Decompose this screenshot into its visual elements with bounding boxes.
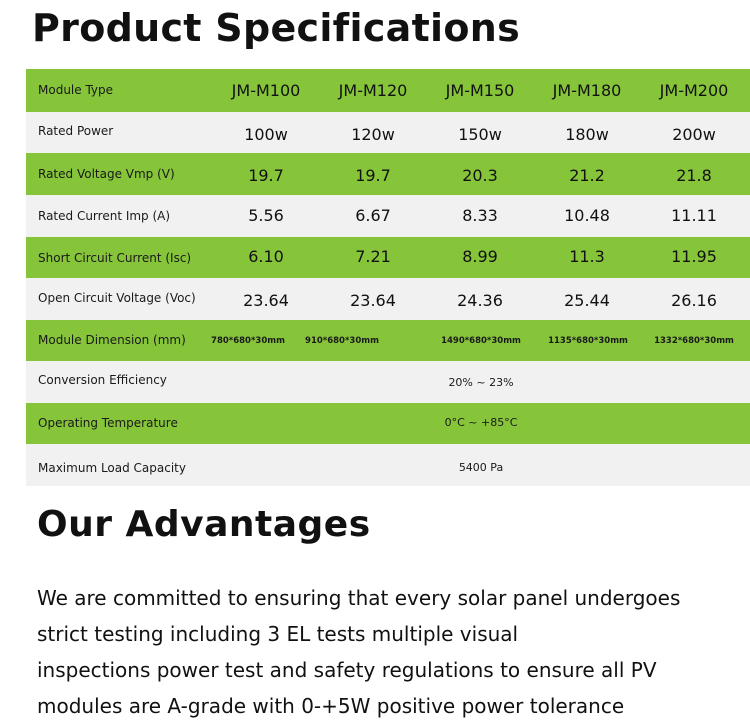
table-cell: 11.11 [671, 206, 717, 225]
table-cell: 11.3 [569, 247, 605, 266]
paragraph-line: We are committed to ensuring that every solar panel undergoes [37, 586, 681, 610]
table-cell: 180w [565, 125, 609, 144]
table-row [26, 278, 750, 320]
page-title: Product Specifications [32, 6, 521, 50]
advantages-paragraph [37, 580, 737, 724]
table-cell: 10.48 [564, 206, 610, 225]
table-cell: 6.67 [355, 206, 391, 225]
table-row [26, 237, 750, 278]
table-row [26, 195, 750, 237]
table-cell: 5.56 [248, 206, 284, 225]
table-cell: 1332*680*30mm [654, 336, 734, 346]
table-cell: 21.8 [676, 166, 712, 185]
row-label: Conversion Efficiency [38, 373, 167, 387]
table-cell: 25.44 [564, 291, 610, 310]
table-cell: 8.99 [462, 247, 498, 266]
table-row [26, 361, 750, 403]
row-label: Rated Power [38, 124, 114, 138]
header-label: Module Type [38, 83, 114, 97]
table-cell: 100w [244, 125, 288, 144]
table-cell-merged: 0°C ~ +85°C [444, 416, 518, 429]
model-header: JM-M150 [445, 81, 515, 100]
table-cell: 19.7 [248, 166, 284, 185]
table-cell: 23.64 [243, 291, 289, 310]
row-label: Short Circuit Current (Isc) [38, 251, 192, 265]
row-label: Operating Temperature [38, 416, 178, 430]
table-row [26, 403, 750, 444]
paragraph-line: strict testing including 3 EL tests multiple visual [37, 622, 519, 646]
table-cell: 120w [351, 125, 395, 144]
model-header: JM-M100 [231, 81, 301, 100]
table-cell: 26.16 [671, 291, 717, 310]
table-cell: 24.36 [457, 291, 503, 310]
model-header: JM-M180 [552, 81, 622, 100]
row-label: Rated Current Imp (A) [38, 209, 171, 223]
table-row [26, 320, 750, 361]
table-cell: 910*680*30mm [305, 336, 379, 346]
table-row [26, 112, 750, 153]
table-cell: 780*680*30mm [211, 336, 285, 346]
paragraph-line: inspections power test and safety regulations to ensure all PV [37, 658, 657, 682]
table-cell: 19.7 [355, 166, 391, 185]
row-label: Module Dimension (mm) [38, 333, 186, 347]
table-cell: 200w [672, 125, 716, 144]
spec-table [26, 69, 750, 486]
table-cell: 7.21 [355, 247, 391, 266]
section-title: Our Advantages [37, 504, 371, 545]
table-cell: 6.10 [248, 247, 284, 266]
table-cell: 1490*680*30mm [441, 336, 521, 346]
row-label: Open Circuit Voltage (Voc) [38, 291, 196, 305]
table-row [26, 153, 750, 195]
table-cell: 23.64 [350, 291, 396, 310]
table-cell: 1135*680*30mm [548, 336, 628, 346]
table-cell: 11.95 [671, 247, 717, 266]
table-cell-merged: 5400 Pa [458, 461, 504, 474]
table-cell-merged: 20% ~ 23% [448, 376, 514, 389]
table-header-row [26, 69, 750, 112]
table-row [26, 444, 750, 486]
model-header: JM-M120 [338, 81, 408, 100]
table-cell: 20.3 [462, 166, 498, 185]
table-cell: 21.2 [569, 166, 605, 185]
table-cell: 8.33 [462, 206, 498, 225]
row-label: Maximum Load Capacity [38, 461, 186, 475]
paragraph-line: modules are A-grade with 0-+5W positive power tolerance [37, 694, 625, 718]
model-header: JM-M200 [659, 81, 729, 100]
row-label: Rated Voltage Vmp (V) [38, 167, 175, 181]
table-cell: 150w [458, 125, 502, 144]
